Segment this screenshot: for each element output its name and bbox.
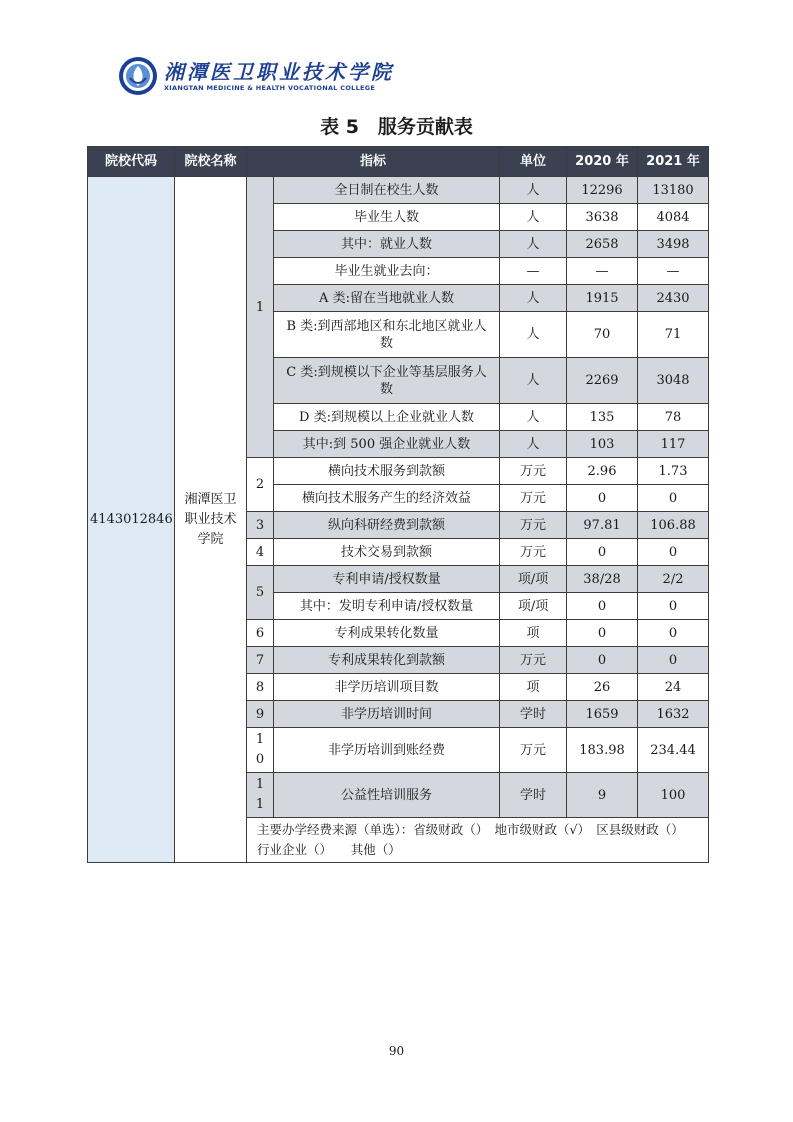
unit-cell: 人: [500, 177, 567, 204]
value-2021-cell: 3048: [638, 358, 709, 404]
item-number-label: 1: [255, 300, 265, 315]
unit-cell: 人: [500, 404, 567, 431]
item-number: [247, 701, 274, 728]
indicator-cell: 专利成果转化到款额: [274, 647, 500, 674]
item-number: [247, 539, 274, 566]
item-number-label: 9: [255, 706, 265, 722]
value-2021-cell: 78: [638, 404, 709, 431]
value-2021-cell: 1632: [638, 701, 709, 728]
value-2021-cell: 1.73: [638, 458, 709, 485]
indicator-cell: 其中：发明专利申请/授权数量: [274, 593, 500, 620]
header-name: 院校名称: [175, 147, 247, 177]
item-number: [247, 647, 274, 674]
value-2021-cell: 106.88: [638, 512, 709, 539]
indicator-cell: 公益性培训服务: [274, 773, 500, 818]
unit-cell: 人: [500, 431, 567, 458]
item-number: [247, 566, 274, 620]
indicator-cell: D 类:到规模以上企业就业人数: [274, 404, 500, 431]
funding-source-note: 主要办学经费来源（单选）：省级财政（） 地市级财政（√） 区县级财政（） 行业企业（） 其他（）: [247, 818, 709, 863]
item-number-label: 6: [255, 625, 265, 641]
indicator-cell: 非学历培训到账经费: [274, 728, 500, 773]
value-2020-cell: 135: [567, 404, 638, 431]
unit-cell: 万元: [500, 512, 567, 539]
value-2020-cell: 12296: [567, 177, 638, 204]
value-2020-cell: 183.98: [567, 728, 638, 773]
value-2021-cell: 24: [638, 674, 709, 701]
college-name-cn: 湘潭医卫职业技术学院: [164, 59, 394, 84]
value-2021-cell: 0: [638, 647, 709, 674]
value-2020-cell: 2.96: [567, 458, 638, 485]
value-2021-cell: 234.44: [638, 728, 709, 773]
value-2021-cell: 2430: [638, 285, 709, 312]
school-code: 4143012846: [88, 177, 175, 863]
value-2020-cell: 0: [567, 539, 638, 566]
value-2020-cell: 26: [567, 674, 638, 701]
indicator-cell: 技术交易到款额: [274, 539, 500, 566]
unit-cell: 万元: [500, 647, 567, 674]
value-2021-cell: 100: [638, 773, 709, 818]
school-name: 湘潭医卫职业技术学院: [175, 177, 247, 863]
unit-cell: 人: [500, 204, 567, 231]
header-indicator: 指标: [247, 147, 500, 177]
value-2021-cell: 3498: [638, 231, 709, 258]
header-unit: 单位: [500, 147, 567, 177]
value-2020-cell: 0: [567, 485, 638, 512]
indicator-cell: 专利申请/授权数量: [274, 566, 500, 593]
header-2020: 2020 年: [567, 147, 638, 177]
value-2021-cell: 4084: [638, 204, 709, 231]
value-2020-cell: 9: [567, 773, 638, 818]
unit-cell: 万元: [500, 539, 567, 566]
value-2021-cell: 0: [638, 620, 709, 647]
indicator-cell: 毕业生就业去向：: [274, 258, 500, 285]
value-2020-cell: 38/28: [567, 566, 638, 593]
item-number: [247, 512, 274, 539]
value-2020-cell: 0: [567, 593, 638, 620]
header-2021: 2021 年: [638, 147, 709, 177]
item-number: [247, 177, 274, 458]
indicator-cell: 非学历培训时间: [274, 701, 500, 728]
indicator-cell: 非学历培训项目数: [274, 674, 500, 701]
value-2020-cell: 1915: [567, 285, 638, 312]
college-header: [118, 55, 394, 97]
item-number: [247, 458, 274, 512]
item-number-label: 4: [255, 544, 265, 560]
value-2021-cell: 0: [638, 593, 709, 620]
unit-cell: 万元: [500, 485, 567, 512]
item-number-label: 2: [255, 477, 265, 492]
value-2020-cell: 0: [567, 620, 638, 647]
service-contribution-table: [87, 146, 709, 863]
page-number: 90: [388, 1044, 405, 1058]
unit-cell: 人: [500, 285, 567, 312]
item-number: [247, 674, 274, 701]
value-2020-cell: 0: [567, 647, 638, 674]
value-2020-cell: 2658: [567, 231, 638, 258]
indicator-cell: 横向技术服务产生的经济效益: [274, 485, 500, 512]
item-number-label: 11: [255, 777, 265, 812]
unit-cell: 项: [500, 620, 567, 647]
unit-cell: 万元: [500, 728, 567, 773]
value-2021-cell: 13180: [638, 177, 709, 204]
value-2021-cell: 0: [638, 539, 709, 566]
value-2020-cell: 97.81: [567, 512, 638, 539]
unit-cell: 人: [500, 358, 567, 404]
indicator-cell: 毕业生人数: [274, 204, 500, 231]
indicator-cell: B 类:到西部地区和东北地区就业人数: [274, 312, 500, 358]
value-2021-cell: 0: [638, 485, 709, 512]
item-number-label: 5: [255, 585, 265, 600]
item-number-label: 3: [255, 517, 265, 533]
item-number-label: 8: [255, 679, 265, 695]
value-2020-cell: 70: [567, 312, 638, 358]
indicator-cell: 横向技术服务到款额: [274, 458, 500, 485]
value-2020-cell: —: [567, 258, 638, 285]
unit-cell: 学时: [500, 773, 567, 818]
unit-cell: 项/项: [500, 593, 567, 620]
value-2020-cell: 2269: [567, 358, 638, 404]
value-2021-cell: 71: [638, 312, 709, 358]
item-number: [247, 620, 274, 647]
indicator-cell: 专利成果转化数量: [274, 620, 500, 647]
header-code: 院校代码: [88, 147, 175, 177]
item-number: [247, 773, 274, 818]
value-2021-cell: 2/2: [638, 566, 709, 593]
unit-cell: 项: [500, 674, 567, 701]
value-2020-cell: 103: [567, 431, 638, 458]
unit-cell: 万元: [500, 458, 567, 485]
value-2021-cell: —: [638, 258, 709, 285]
item-number: [247, 728, 274, 773]
college-name-en: XIANGTAN MEDICINE & HEALTH VOCATIONAL COLLEGE: [164, 83, 376, 92]
table-row: [88, 177, 709, 204]
college-seal-icon: [118, 56, 158, 96]
table-header-row: [88, 147, 709, 177]
unit-cell: 人: [500, 312, 567, 358]
value-2020-cell: 1659: [567, 701, 638, 728]
value-2021-cell: 117: [638, 431, 709, 458]
table-title: 表 5 服务贡献表: [320, 116, 473, 138]
indicator-cell: 其中:到 500 强企业就业人数: [274, 431, 500, 458]
unit-cell: —: [500, 258, 567, 285]
unit-cell: 人: [500, 231, 567, 258]
indicator-cell: 全日制在校生人数: [274, 177, 500, 204]
indicator-cell: 纵向科研经费到款额: [274, 512, 500, 539]
value-2020-cell: 3638: [567, 204, 638, 231]
indicator-cell: 其中：就业人数: [274, 231, 500, 258]
unit-cell: 项/项: [500, 566, 567, 593]
item-number-label: 7: [255, 652, 265, 668]
item-number-label: 10: [255, 732, 265, 767]
indicator-cell: A 类:留在当地就业人数: [274, 285, 500, 312]
indicator-cell: C 类:到规模以下企业等基层服务人数: [274, 358, 500, 404]
unit-cell: 学时: [500, 701, 567, 728]
